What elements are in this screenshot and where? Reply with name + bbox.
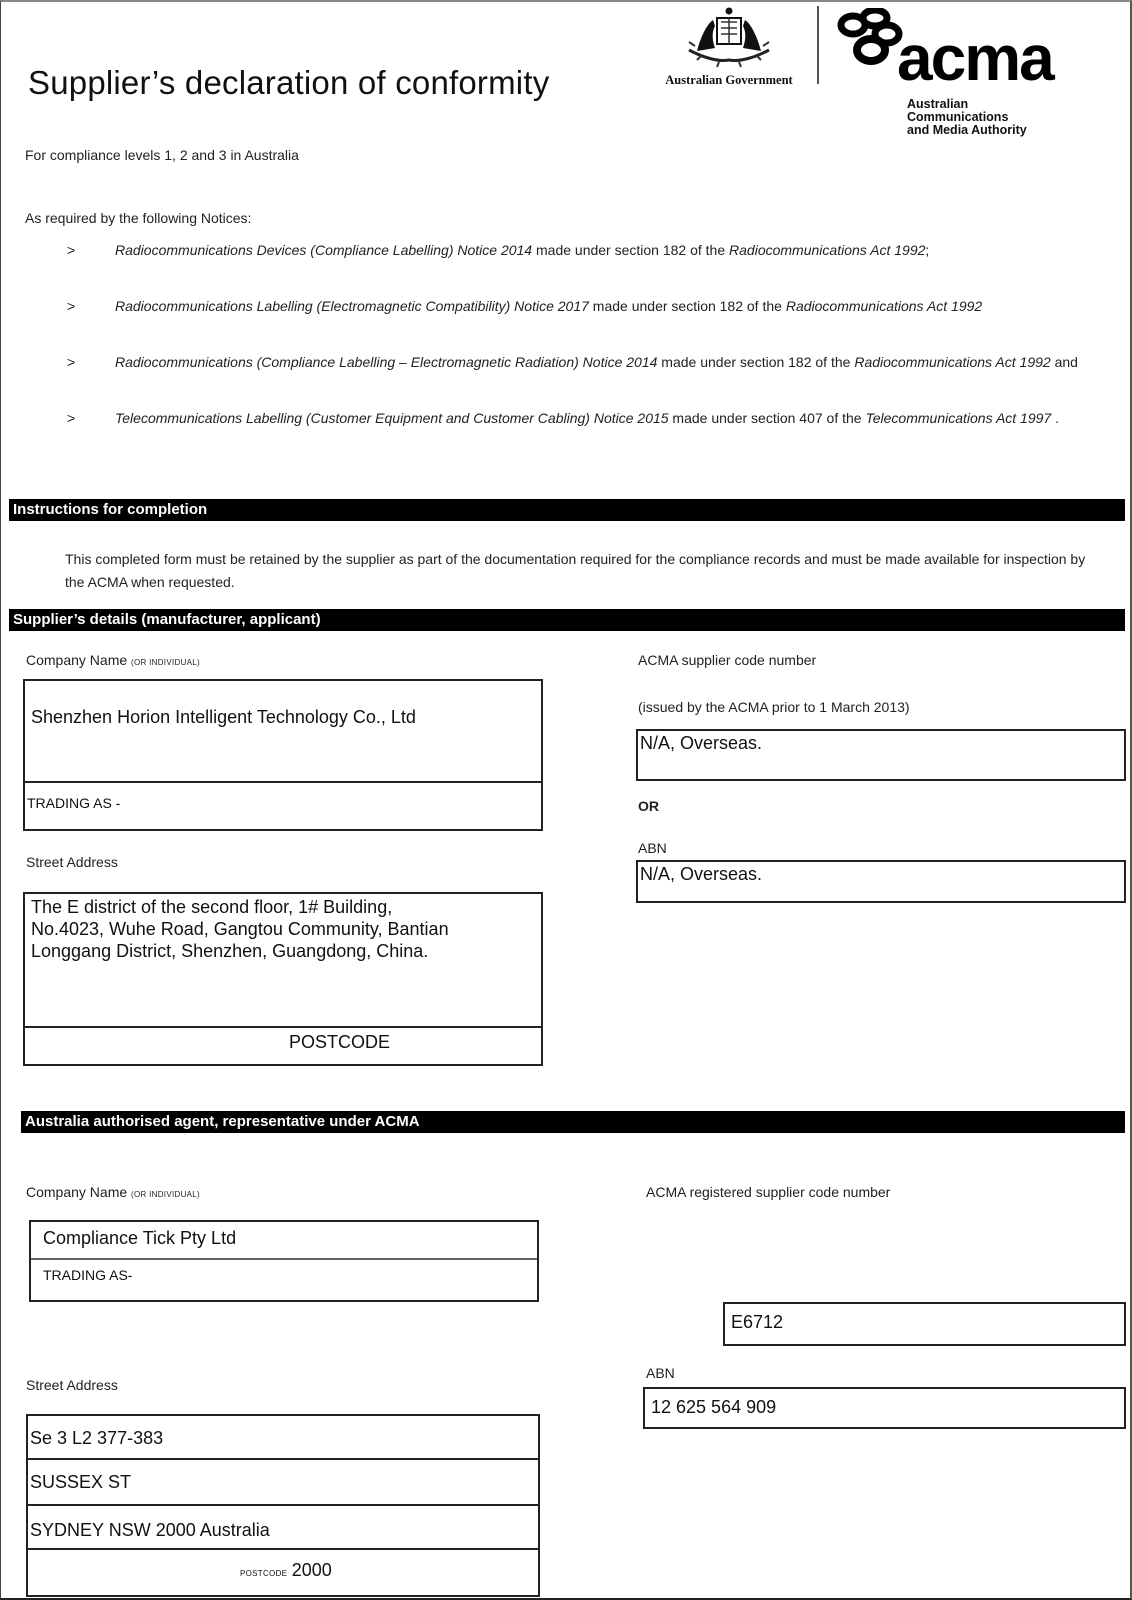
acma-sub-line: Australian: [907, 97, 969, 111]
divider: [28, 1458, 538, 1460]
agent-supplier-code-label: ACMA registered supplier code number: [646, 1184, 891, 1200]
instructions-text: This completed form must be retained by the supplier as part of the documentation required for the compliance records and must be made available for inspection by the ACMA when requested.: [65, 551, 1086, 590]
acma-logo-subtitle: [907, 98, 1027, 137]
agent-address-line: Se 3 L2 377-383: [30, 1428, 164, 1448]
agent-address-line: SYDNEY NSW 2000 Australia: [30, 1520, 270, 1540]
supplier-postcode-label: POSTCODE: [289, 1032, 391, 1052]
address-line: No.4023, Wuhe Road, Gangtou Community, Bantian: [31, 919, 449, 939]
agent-abn-field[interactable]: [643, 1387, 1126, 1429]
label-text: Company Name: [26, 1184, 128, 1200]
agent-trading-as: TRADING AS-: [43, 1267, 133, 1283]
supplier-street-box[interactable]: [23, 892, 543, 1066]
australian-government-logo: [649, 6, 809, 90]
notice-act: Radiocommunications Act 1992: [854, 354, 1051, 370]
supplier-company-label: [26, 652, 200, 668]
supplier-code-note: (issued by the ACMA prior to 1 March 2013): [638, 699, 910, 715]
supplier-trading-as: TRADING AS -: [27, 795, 121, 811]
agent-supplier-code-field[interactable]: [723, 1302, 1126, 1346]
notice-act: Radiocommunications Act 1992: [729, 242, 926, 258]
divider: [31, 1258, 537, 1260]
chevron-right-icon: >: [67, 354, 76, 370]
acma-sub-line: Communications: [907, 110, 1009, 124]
notice-text: made under section 182 of the: [657, 354, 855, 370]
agent-address-line: SUSSEX ST: [30, 1472, 132, 1492]
chevron-right-icon: >: [67, 242, 76, 258]
notice-tail: ;: [925, 242, 930, 258]
chevron-right-icon: >: [67, 410, 76, 426]
notice-title: Radiocommunications Devices (Compliance Labelling) Notice 2014: [115, 242, 533, 258]
supplier-street-label: Street Address: [26, 854, 118, 870]
supplier-abn-label: ABN: [638, 840, 667, 856]
notice-item: [67, 238, 1107, 263]
notice-tail: and: [1050, 354, 1078, 370]
notice-act: Telecommunications Act 1997: [865, 410, 1052, 426]
divider: [28, 1548, 538, 1550]
notice-act: Radiocommunications Act 1992: [785, 298, 983, 314]
divider: [28, 1504, 538, 1506]
or-label: OR: [638, 798, 659, 814]
notice-title: Radiocommunications (Compliance Labelling – Electromagnetic Radiation) Notice 2014: [115, 354, 658, 370]
label-note: (OR INDIVIDUAL): [131, 658, 200, 667]
supplier-abn-value: N/A, Overseas.: [640, 864, 763, 884]
chevron-right-icon: >: [67, 298, 76, 314]
acma-logo-word: acma: [897, 22, 1053, 94]
supplier-code-field[interactable]: [636, 729, 1126, 781]
page-title: Supplier’s declaration of conformity: [28, 64, 550, 101]
agent-company-label: [26, 1184, 200, 1200]
notice-item: [67, 406, 1107, 431]
agent-street-box[interactable]: [26, 1414, 540, 1597]
notice-item: [67, 294, 1107, 319]
agent-postcode: [240, 1560, 332, 1581]
supplier-abn-field[interactable]: [636, 860, 1126, 903]
postcode-label: POSTCODE: [240, 1569, 288, 1578]
label-text: Company Name: [26, 652, 128, 668]
agent-abn-label: ABN: [646, 1365, 675, 1381]
supplier-company-name: Shenzhen Horion Intelligent Technology Co., Ltd: [31, 707, 416, 727]
notice-text: made under section 182 of the: [588, 298, 786, 314]
supplier-company-box[interactable]: [23, 679, 543, 831]
notice-title: Radiocommunications Labelling (Electromagnetic Compatibility) Notice 2017: [115, 298, 589, 314]
divider: [25, 1026, 541, 1028]
notices-intro: As required by the following Notices:: [25, 210, 252, 226]
notice-tail: .: [1051, 410, 1059, 426]
acma-logo: [835, 8, 1075, 94]
supplier-code-value: N/A, Overseas.: [640, 733, 763, 753]
agent-street-label: Street Address: [26, 1377, 118, 1393]
divider: [25, 781, 541, 783]
agent-company-box[interactable]: [29, 1220, 539, 1302]
coat-of-arms-icon: [679, 6, 779, 68]
agent-abn-value: 12 625 564 909: [651, 1397, 777, 1417]
postcode-value: 2000: [291, 1560, 332, 1580]
section-header-supplier: Supplier’s details (manufacturer, applicant): [9, 609, 1125, 631]
notice-item: [67, 350, 1107, 375]
address-line: Longgang District, Shenzhen, Guangdong, China.: [31, 941, 429, 961]
supplier-street-address: [31, 896, 449, 962]
acma-flower-icon: [835, 8, 905, 68]
label-note: (OR INDIVIDUAL): [131, 1190, 200, 1199]
supplier-code-label: ACMA supplier code number: [638, 652, 817, 668]
logo-divider: [817, 6, 819, 84]
page-subtitle: For compliance levels 1, 2 and 3 in Australia: [25, 147, 299, 163]
agent-supplier-code-value: E6712: [731, 1312, 784, 1332]
notice-text: made under section 182 of the: [532, 242, 730, 258]
notice-title: Telecommunications Labelling (Customer Equipment and Customer Cabling) Notice 2015: [115, 410, 669, 426]
agent-company-name: Compliance Tick Pty Ltd: [43, 1228, 237, 1248]
acma-sub-line: and Media Authority: [907, 123, 1027, 137]
section-header-instructions: Instructions for completion: [9, 499, 1125, 521]
gov-logo-text: Australian Government: [665, 73, 793, 87]
notice-text: made under section 407 of the: [668, 410, 866, 426]
section-header-agent: Australia authorised agent, representative under ACMA: [21, 1111, 1125, 1133]
address-line: The E district of the second floor, 1# Building,: [31, 897, 393, 917]
